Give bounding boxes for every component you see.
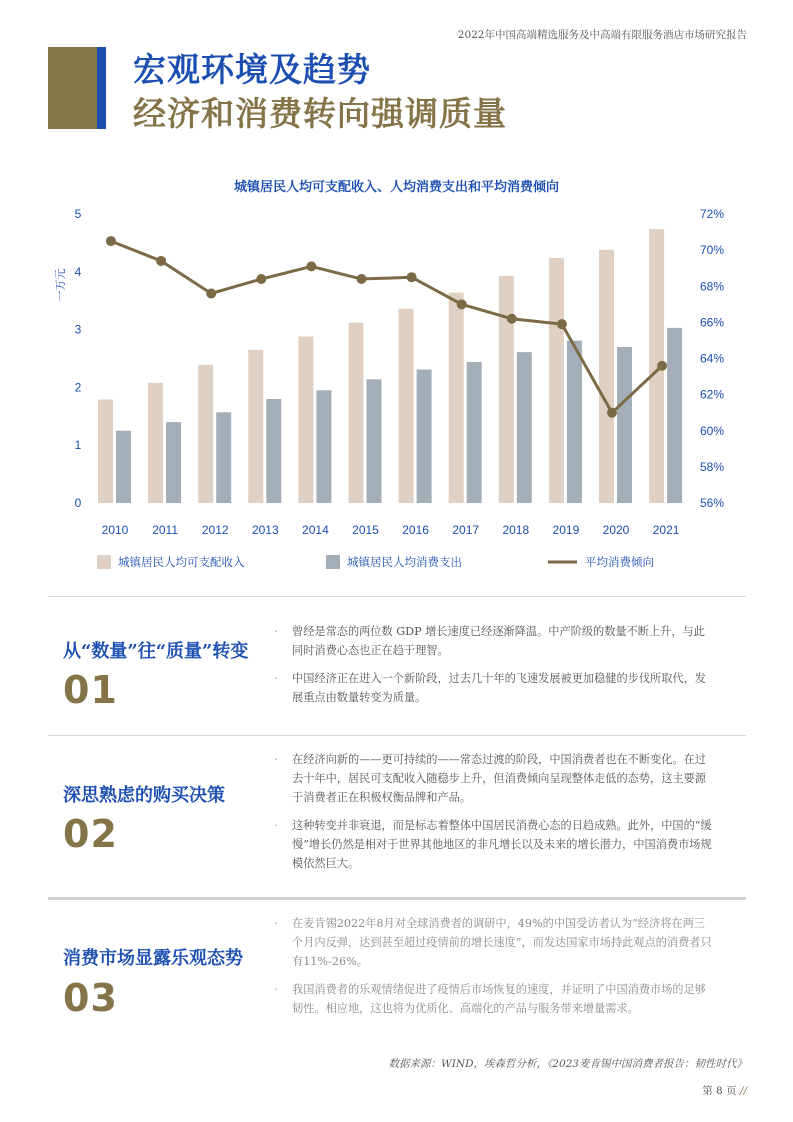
expenditure-bar bbox=[116, 431, 131, 503]
title-accent-block bbox=[48, 47, 97, 129]
x-tick-label: 2016 bbox=[402, 523, 429, 537]
section-2-bullets bbox=[272, 750, 712, 882]
section-divider bbox=[48, 897, 746, 900]
x-tick-label: 2019 bbox=[552, 523, 580, 537]
section-divider bbox=[48, 596, 746, 597]
x-tick-label: 2020 bbox=[602, 523, 630, 537]
section-1-bullets bbox=[272, 622, 712, 716]
consumption-ratio-point bbox=[156, 256, 166, 266]
expenditure-bar bbox=[667, 328, 682, 503]
consumption-ratio-point bbox=[357, 274, 367, 284]
section-divider bbox=[48, 735, 746, 736]
section-2-bullet: · 这种转变并非衰退，而是标志着整体中国居民消费心态的日趋成熟。此外，中国的“缓慢”增长仍然是相对于世界其他地区的非凡增长以及未来的增长潜力，中国消费市场规模依然巨大。 bbox=[272, 816, 712, 873]
income-bar bbox=[248, 350, 263, 503]
y2-tick-label: 64% bbox=[700, 351, 725, 366]
section-3-number: 03 bbox=[63, 976, 118, 1020]
expenditure-bar bbox=[467, 362, 482, 503]
section-3-bullet: · 在麦肯锡2022年8月对全球消费者的调研中，49%的中国受访者认为“经济将在两三个月内反弹，达到甚至超过疫情前的增长速度”，而发达国家市场持此观点的消费者只有11%-26%。 bbox=[272, 914, 712, 971]
expenditure-bar bbox=[316, 390, 331, 503]
expenditure-bar bbox=[166, 422, 181, 503]
expenditure-bar bbox=[367, 379, 382, 503]
income-consumption-chart bbox=[0, 195, 793, 585]
y-tick-label: 4 bbox=[74, 264, 82, 279]
y2-tick-label: 56% bbox=[700, 496, 725, 510]
income-bar bbox=[549, 258, 564, 503]
legend-label-income: 城镇居民人均可支配收入 bbox=[118, 555, 245, 569]
expenditure-bar bbox=[617, 347, 632, 503]
consumption-ratio-point bbox=[557, 319, 567, 329]
expenditure-bar bbox=[266, 399, 281, 503]
consumption-ratio-point bbox=[306, 261, 316, 271]
y2-tick-label: 70% bbox=[700, 243, 725, 258]
expenditure-bar bbox=[517, 352, 532, 503]
income-bar bbox=[298, 337, 313, 503]
y-axis-label: 一万元 bbox=[54, 268, 67, 302]
section-1-number: 01 bbox=[63, 668, 118, 712]
section-2-number: 02 bbox=[63, 812, 118, 856]
income-bar bbox=[148, 383, 163, 503]
income-bar bbox=[399, 309, 414, 503]
report-title: 2022年中国高端精选服务及中高端有限服务酒店市场研究报告 bbox=[457, 29, 747, 41]
consumption-ratio-point bbox=[106, 236, 116, 246]
section-3-bullets bbox=[272, 914, 712, 1027]
x-tick-label: 2013 bbox=[251, 523, 279, 537]
title-accent-bar bbox=[97, 47, 106, 129]
consumption-ratio-point bbox=[407, 272, 417, 282]
page-subtitle: 经济和消费转向强调质量 bbox=[133, 94, 507, 133]
legend-label-ratio: 平均消费倾向 bbox=[585, 555, 654, 569]
x-tick-label: 2012 bbox=[201, 523, 229, 537]
consumption-ratio-point bbox=[457, 299, 467, 309]
y-tick-label: 2 bbox=[74, 380, 82, 395]
section-1-bullet: · 中国经济正在进入一个新阶段，过去几十年的飞速发展被更加稳健的步伐所取代，发展重点由数量转变为质量。 bbox=[272, 669, 712, 707]
section-1-bullet: · 曾经是常态的两位数 GDP 增长速度已经逐渐降温。中产阶级的数量不断上升，与此同时消费心态也正在趋于理智。 bbox=[272, 622, 712, 660]
section-2-title: 深思熟虑的购买决策 bbox=[63, 785, 225, 806]
legend-label-expenditure: 城镇居民人均消费支出 bbox=[347, 555, 462, 569]
y2-tick-label: 72% bbox=[700, 207, 725, 221]
page-number-label: 第 8 页 bbox=[702, 1085, 737, 1097]
income-bar bbox=[449, 293, 464, 503]
x-tick-label: 2021 bbox=[652, 523, 680, 537]
expenditure-bar bbox=[567, 341, 582, 503]
consumption-ratio-point bbox=[507, 314, 517, 324]
section-2-bullet: · 在经济向新的——更可持续的——常态过渡的阶段，中国消费者也在不断变化。在过去十年中，居民可支配收入随稳步上升，但消费倾向呈现整体走低的态势，这主要源于消费者正在积极权衡品牌和产品。 bbox=[272, 750, 712, 807]
section-1-title: 从“数量”往“质量”转变 bbox=[63, 641, 249, 662]
page-title: 宏观环境及趋势 bbox=[133, 50, 371, 89]
income-bar bbox=[599, 250, 614, 503]
consumption-ratio-point bbox=[256, 274, 266, 284]
y-tick-label: 0 bbox=[74, 496, 82, 510]
legend-swatch-income bbox=[97, 555, 111, 569]
y-tick-label: 5 bbox=[74, 207, 82, 221]
income-bar bbox=[349, 323, 364, 503]
section-3-title: 消费市场显露乐观态势 bbox=[63, 948, 243, 969]
section-3-bullet: · 我国消费者的乐观情绪促进了疫情后市场恢复的速度，并证明了中国消费市场的足够韧性。相应地，这也将为优质化、高端化的产品与服务带来增量需求。 bbox=[272, 980, 712, 1018]
expenditure-bar bbox=[417, 369, 432, 503]
x-tick-label: 2014 bbox=[302, 523, 329, 537]
income-bar bbox=[198, 365, 213, 503]
y2-tick-label: 68% bbox=[700, 279, 725, 294]
legend-swatch-expenditure bbox=[326, 555, 340, 569]
consumption-ratio-point bbox=[607, 408, 617, 418]
x-tick-label: 2018 bbox=[502, 523, 530, 537]
income-bar bbox=[499, 276, 514, 503]
expenditure-bar bbox=[216, 412, 231, 503]
y2-tick-label: 60% bbox=[700, 423, 725, 438]
page-mark: // bbox=[739, 1085, 747, 1097]
x-tick-label: 2015 bbox=[352, 523, 379, 537]
page-number bbox=[702, 1083, 747, 1098]
chart-title: 城镇居民人均可支配收入、人均消费支出和平均消费倾向 bbox=[233, 180, 559, 195]
consumption-ratio-point bbox=[206, 288, 216, 298]
x-tick-label: 2017 bbox=[452, 523, 480, 537]
consumption-ratio-point bbox=[657, 361, 667, 371]
y2-tick-label: 66% bbox=[700, 315, 725, 330]
income-bar bbox=[98, 400, 113, 503]
y2-tick-label: 58% bbox=[700, 459, 725, 474]
y-tick-label: 1 bbox=[74, 438, 82, 453]
data-source: 数据来源：WIND，埃森哲分析，《2023麦肯锡中国消费者报告：韧性时代》 bbox=[388, 1058, 747, 1070]
y2-tick-label: 62% bbox=[700, 387, 725, 402]
x-tick-label: 2010 bbox=[101, 523, 129, 537]
x-tick-label: 2011 bbox=[152, 523, 179, 537]
y-tick-label: 3 bbox=[74, 322, 82, 337]
